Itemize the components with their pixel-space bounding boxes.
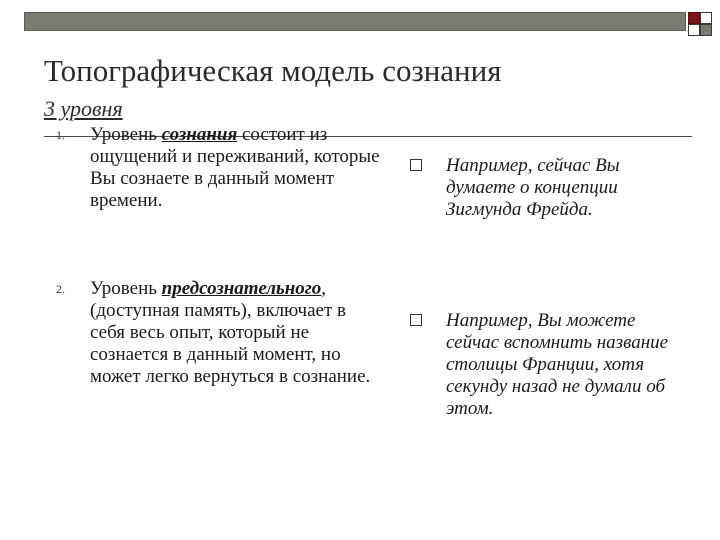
highlighted-term: сознания [161, 124, 238, 145]
example-text: Например, Вы можете сейчас вспомнить название столицы Франции, хотя секунду назад не думали об этом. [446, 310, 669, 419]
text-span: состоит из ощущений и переживаний, которые Вы сознаете в данный момент времени. [90, 124, 380, 211]
text-span: , (доступная память), включает в себя весь опыт, который не сознается в данный момент, но может легко вернуться в сознание. [90, 278, 371, 387]
corner-decoration [688, 12, 700, 24]
hollow-square-bullet-icon [410, 314, 422, 326]
text-span: Уровень [90, 124, 162, 145]
hollow-square-bullet-icon [410, 159, 422, 171]
list-number: 2. [56, 282, 65, 296]
level-description [90, 278, 380, 388]
corner-decoration [688, 24, 700, 36]
level-description [90, 124, 380, 212]
slide-title: Топографическая модель сознания [44, 53, 502, 88]
slide-subtitle: 3 уровня [44, 96, 123, 121]
list-number: 1. [56, 128, 65, 142]
header-bar [24, 12, 686, 31]
highlighted-term: предсознательного [161, 278, 322, 299]
corner-decoration [700, 12, 712, 24]
text-span: Уровень [90, 278, 162, 299]
example-text: Например, сейчас Вы думаете о концепции Зигмунда Фрейда. [446, 155, 620, 220]
corner-decoration [700, 24, 712, 36]
